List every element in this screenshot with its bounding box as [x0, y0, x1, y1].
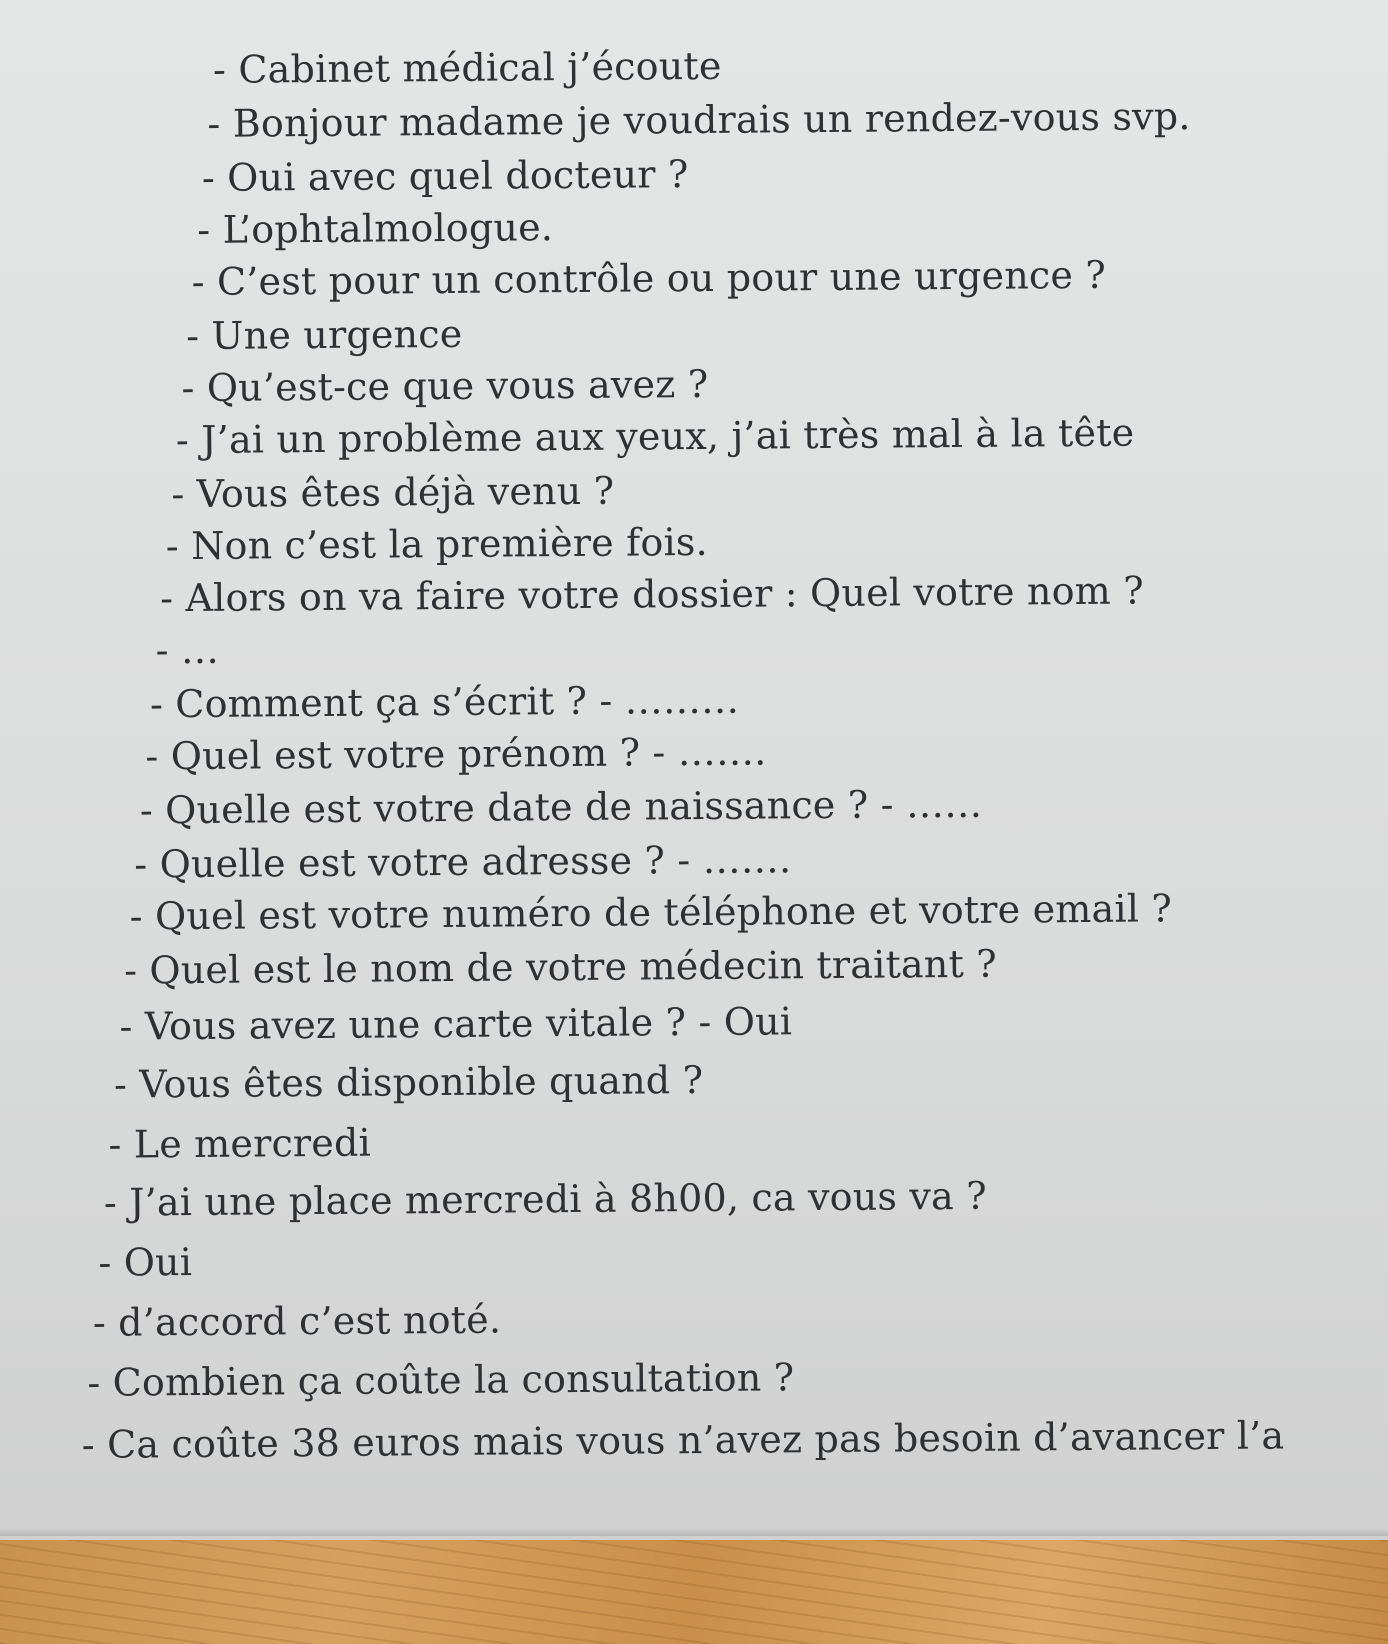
dialogue-line: - Vous êtes déjà venu ? — [171, 468, 615, 517]
dialogue-line: - Une urgence — [185, 311, 463, 359]
dialogue-line: - Comment ça s’écrit ? - ……… — [149, 677, 740, 727]
dialogue-line: - J’ai un problème aux yeux, j’ai très mal à la tête — [175, 410, 1135, 463]
wooden-desk — [0, 1540, 1388, 1644]
dialogue-line: - Alors on va faire votre dossier : Quel votre nom ? — [160, 568, 1144, 621]
dialogue-line: - C’est pour un contrôle ou pour une urgence ? — [191, 252, 1107, 304]
dialogue-line: - L’ophtalmologue. — [197, 205, 554, 252]
dialogue-line: - Quelle est votre date de naissance ? - …… — [139, 781, 983, 833]
dialogue-line: - Vous avez une carte vitale ? - Oui — [119, 999, 793, 1049]
dialogue-line: - Combien ça coûte la consultation ? — [87, 1355, 795, 1405]
dialogue-line: - Oui — [98, 1240, 193, 1285]
dialogue-line: - … — [155, 627, 220, 673]
dialogue-line: - d’accord c’est noté. — [92, 1297, 502, 1345]
dialogue-line: - Bonjour madame je voudrais un rendez-vous svp. — [207, 94, 1191, 146]
dialogue-line: - Cabinet médical j’écoute — [212, 43, 722, 92]
dialogue-line: - Quel est votre prénom ? - ……. — [145, 729, 767, 779]
dialogue-line: - Vous êtes disponible quand ? — [113, 1057, 704, 1107]
dialogue-line: - Non c’est la première fois. — [165, 519, 708, 569]
dialogue-line: - Le mercredi — [108, 1120, 372, 1167]
dialogue-line: - Qu’est-ce que vous avez ? — [181, 361, 709, 411]
dialogue-line: - Quel est le nom de votre médecin traitant ? — [123, 941, 997, 993]
dialogue-line: - J’ai une place mercredi à 8h00, ca vous va ? — [103, 1173, 987, 1225]
paper-edge-shadow — [0, 1528, 1388, 1536]
dialogue-line: - Oui avec quel docteur ? — [201, 152, 689, 200]
dialogue-line: - Quel est votre numéro de téléphone et votre email ? — [129, 886, 1173, 939]
dialogue-line: - Quelle est votre adresse ? - ……. — [134, 837, 792, 887]
dialogue-line: - Ca coûte 38 euros mais vous n’avez pas besoin d’avancer l’a — [81, 1413, 1285, 1467]
